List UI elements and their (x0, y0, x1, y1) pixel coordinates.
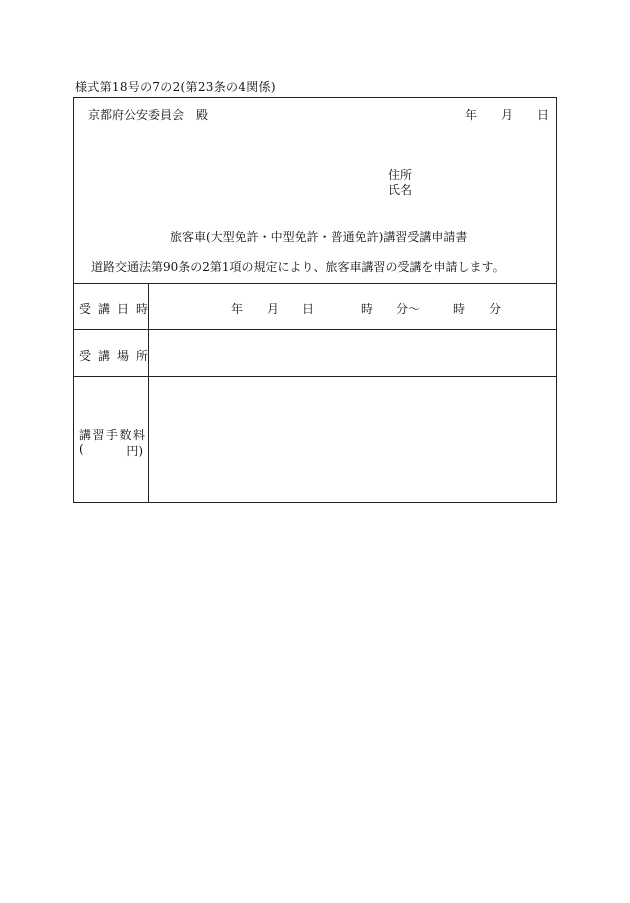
date-day-label: 日 (537, 108, 550, 122)
row-divider-1 (74, 329, 556, 330)
datetime-day: 日 (302, 302, 315, 316)
datetime-hour-to: 時 (453, 302, 466, 316)
date-year-label: 年 (465, 108, 478, 122)
datetime-label: 受講日時 (79, 302, 156, 316)
datetime-minute-to: 分 (489, 302, 502, 316)
fee-unit: 円) (126, 444, 143, 458)
datetime-month: 月 (267, 302, 280, 316)
addressee: 京都府公安委員会 殿 (88, 108, 209, 122)
datetime-hour-from: 時 (361, 302, 374, 316)
application-statement: 道路交通法第90条の2第1項の規定により、旅客車講習の受講を申請します。 (91, 260, 505, 274)
fee-paren-open: ( (79, 442, 84, 456)
row-divider-2 (74, 376, 556, 377)
address-label: 住所 (388, 168, 413, 182)
datetime-year: 年 (231, 302, 244, 316)
form-number: 様式第18号の7の2(第23条の4関係) (75, 80, 276, 94)
date-month-label: 月 (501, 108, 514, 122)
application-form (73, 97, 557, 503)
fee-label: 講習手数料 (79, 428, 147, 442)
table-top-border (74, 283, 556, 284)
form-title: 旅客車(大型免許・中型免許・普通免許)講習受講申請書 (170, 230, 468, 244)
datetime-minute-from: 分〜 (396, 302, 421, 316)
place-label: 受講場所 (79, 349, 156, 363)
fee-amount (79, 442, 143, 459)
name-label: 氏名 (388, 183, 413, 197)
